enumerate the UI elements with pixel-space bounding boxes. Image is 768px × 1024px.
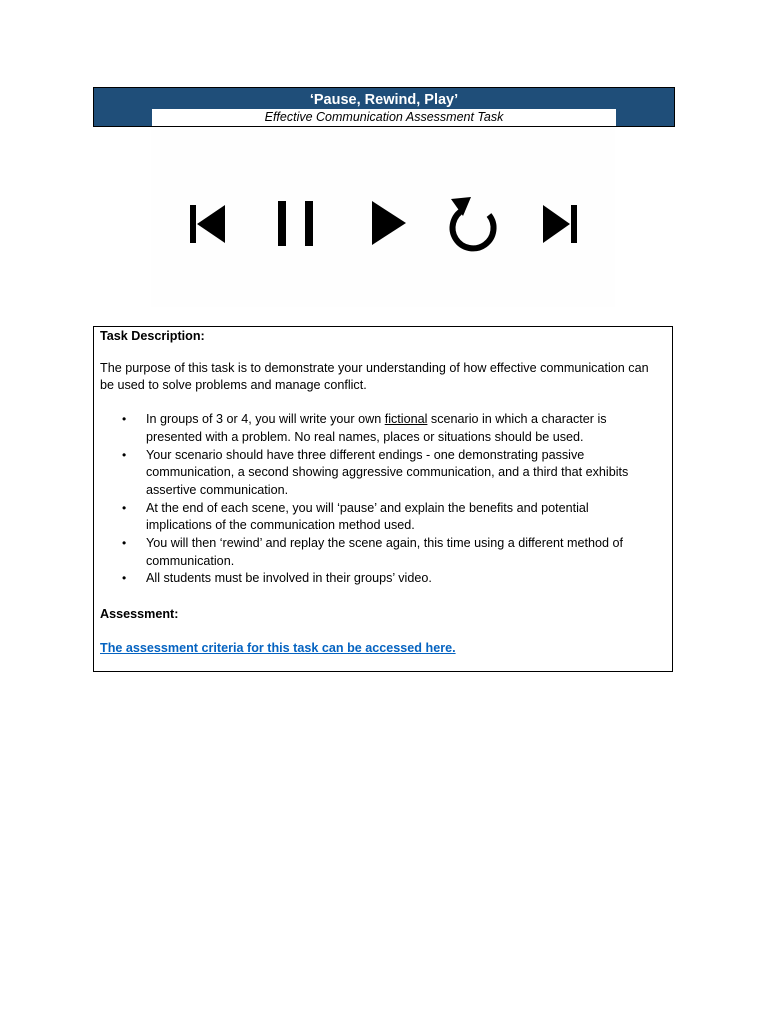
bullet-text-after: scenario in which a character is presented with a problem. No real names, places or situations should be used. — [146, 412, 607, 444]
skip-forward-icon — [543, 205, 577, 243]
task-description-heading: Task Description: — [100, 329, 205, 343]
bullet-marker: • — [122, 536, 127, 551]
bullet-marker: • — [122, 571, 127, 586]
bullet-text: Your scenario should have three different endings - one demonstrating passive communication, a second showing aggressive communication, and a third that exhibits assertive communication. — [146, 447, 629, 497]
skip-back-icon — [190, 205, 225, 243]
document-title: ‘Pause, Rewind, Play’ — [309, 92, 459, 108]
list-item — [122, 411, 656, 446]
bullet-marker: • — [122, 412, 127, 427]
bullet-marker: • — [122, 500, 127, 515]
media-controls-graphic — [151, 127, 615, 307]
media-controls-image — [151, 127, 615, 307]
bullet-text: You will then ‘rewind’ and replay the scene again, this time using a different method of communication. — [146, 536, 623, 568]
bullet-text: All students must be involved in their groups’ video. — [146, 571, 432, 586]
document-subtitle: Effective Communication Assessment Task — [152, 109, 616, 126]
list-item — [122, 535, 656, 570]
replay-icon — [451, 197, 494, 248]
bullet-text-before: In groups of 3 or 4, you will write your own — [146, 412, 385, 427]
task-bullet-list — [100, 411, 666, 588]
assessment-heading: Assessment: — [100, 607, 179, 622]
task-intro-paragraph: The purpose of this task is to demonstrate your understanding of how effective communication can be used to solve problems and manage conflict. — [100, 360, 649, 393]
underlined-word: fictional — [384, 412, 428, 427]
assessment-criteria-link[interactable]: The assessment criteria for this task can be accessed here. — [100, 640, 456, 655]
title-banner — [93, 87, 675, 127]
bullet-text: At the end of each scene, you will ‘pause’ and explain the benefits and potential implications of the communication method used. — [146, 500, 589, 533]
list-item — [122, 500, 656, 535]
pause-icon — [278, 201, 313, 246]
list-item — [122, 447, 656, 500]
play-icon — [372, 201, 406, 245]
list-item — [122, 570, 656, 588]
bullet-marker: • — [122, 447, 127, 462]
task-description-box — [93, 326, 673, 672]
